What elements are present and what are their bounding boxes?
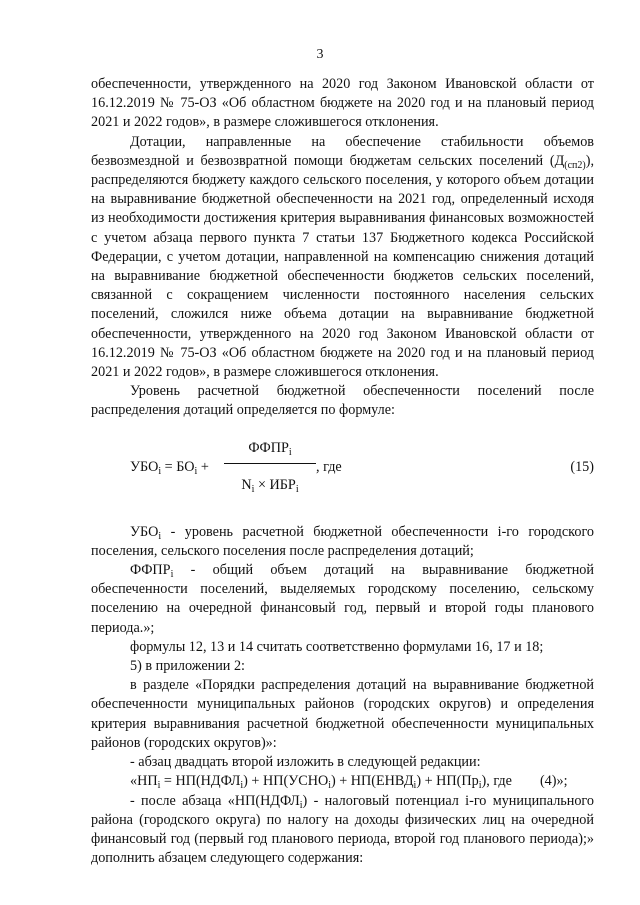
paragraph-formula-4: «$НП_i$ = $НП(НДФЛ_i)$ + $НП(УСНО_i)$ + $НП(ЕНВД_i) + НП(Пр_i)$, где (4)»;	[130, 773, 568, 792]
formula-lhs: $УБО_i = БО_i$ +	[130, 458, 209, 477]
paragraph: - после абзаца «$НП(НДФЛ_i)$ - налоговый потенциал i-го муниципального района (городского округа) по налогу на доходы физических лиц на очередной финансовый год (первый год планового периода, второй год планового периода);» дополнить абзацем следующего содержания:	[91, 792, 594, 867]
paragraph: обеспеченности, утвержденного на 2020 год Законом Ивановской области от 16.12.2019 № 75-ОЗ «Об областном бюджете на 2020 год и на плановый период 2021 и 2022 годов», в размере сложившегося отклонения.	[91, 76, 594, 131]
document-body	[91, 75, 594, 868]
paragraph: Уровень расчетной бюджетной обеспеченности поселений после распределения дотаций определяется по формуле:	[91, 383, 594, 419]
equation-number: (15)	[570, 458, 594, 475]
formula-15	[91, 439, 594, 497]
formula-numerator: $ФФПР_i$	[248, 439, 292, 458]
paragraph: в разделе «Порядки распределения дотаций на выравнивание бюджетной обеспеченности муниципальных районов (городских округов) и определения критерия выравнивания расчетной бюджетной обеспеченности муниципальных районов (городских округов)»:	[91, 677, 594, 751]
formula-tail: , где	[316, 458, 342, 475]
paragraph: $УБО_i$ - уровень расчетной бюджетной обеспеченности i-го городского поселения, сельского поселения после распределения дотаций;	[91, 523, 594, 559]
fraction-bar	[224, 463, 316, 464]
formula-denominator: $N_i \times ИБР_i$	[241, 476, 299, 495]
page-number: 3	[316, 47, 324, 62]
paragraph: Дотации, направленные на обеспечение стабильности объемов безвозмездной и безвозвратной помощи бюджетам сельских поселений $(Д_{(сп2)})$, распределяются бюджету каждого сельского поселения, у которого объем дотации на выравнивание бюджетной обеспеченности на 2021 год, определенный исходя из необходимости достижения критерия выравнивания финансовых возможностей с учетом абзаца первого пункта 7 статьи 137 Бюджетного кодекса Российской Федерации, с учетом дотации, направленной на компенсацию снижения дотаций на выравнивание бюджетной обеспеченности бюджетов сельских поселений, связанной с сокращением численности постоянного населения сельских поселений, сложился ниже объема дотации на выравнивание бюджетной обеспеченности, утвержденного на 2020 год Законом Ивановской области от 16.12.2019 № 75-ОЗ «Об областном бюджете на 2020 год и на плановый период 2021 и 2022 годов», в размере сложившегося отклонения.	[91, 133, 594, 381]
paragraph: $ФФПР_i$ - общий объем дотаций на выравнивание бюджетной обеспеченности поселений, выделяемых городскому поселению, сельскому поселению на очередной финансовый год, первый и второй годы планового периода.»;	[91, 562, 594, 636]
paragraph: - абзац двадцать второй изложить в следующей редакции:	[130, 754, 481, 771]
paragraph: формулы 12, 13 и 14 считать соответственно формулами 16, 17 и 18;	[130, 638, 544, 655]
equation-number: (4)»;	[539, 773, 568, 790]
paragraph: 5) в приложении 2:	[130, 658, 245, 675]
